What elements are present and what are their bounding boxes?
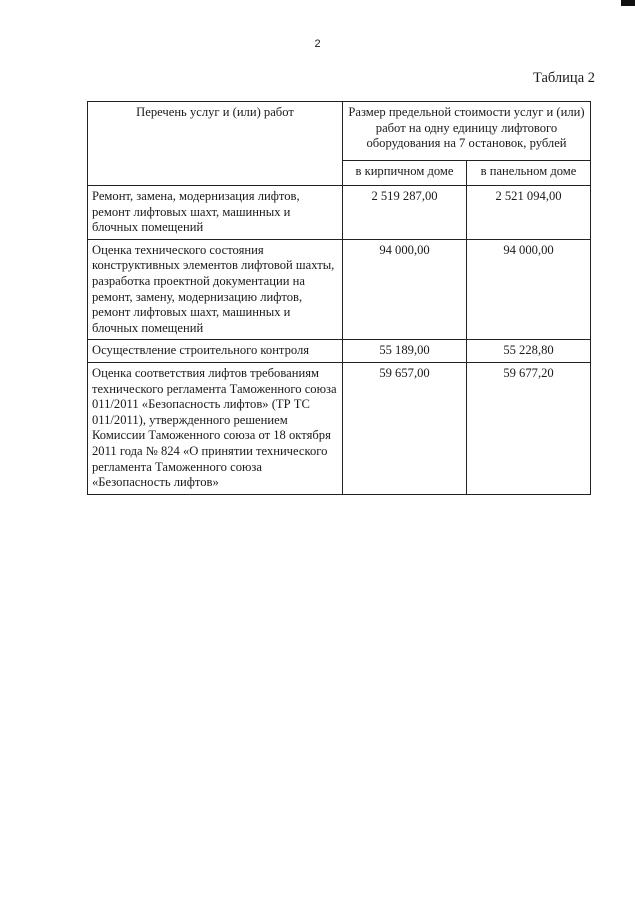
price-panel: 2 521 094,00 [467,186,591,240]
scan-corner-mark [621,0,635,6]
header-brick-house: в кирпичном доме [343,161,467,186]
table-row [88,362,591,494]
price-panel: 94 000,00 [467,239,591,340]
price-brick: 55 189,00 [343,340,467,363]
header-services: Перечень услуг и (или) работ [88,102,343,186]
price-brick: 2 519 287,00 [343,186,467,240]
table-row [88,340,591,363]
service-name: Оценка соответствия лифтов требованиям технического регламента Таможенного союза 011/2011 «Безопасность лифтов» (ТР ТС 011/2011), утвержденного решением Комиссии Таможенного союза от 18 октября 2011 года № 824 «О принятии технического регламента Таможенного союза «Безопасность лифтов» [88,362,343,494]
price-brick: 94 000,00 [343,239,467,340]
header-panel-house: в панельном доме [467,161,591,186]
table-header-row [88,102,591,161]
price-panel: 59 677,20 [467,362,591,494]
page-number: 2 [314,38,321,50]
header-cost: Размер предельной стоимости услуг и (или) работ на одну единицу лифтового оборудования на 7 остановок, рублей [343,102,591,161]
service-name: Осуществление строительного контроля [88,340,343,363]
price-panel: 55 228,80 [467,340,591,363]
service-name: Оценка технического состояния конструктивных элементов лифтовой шахты, разработка проектной документации на ремонт, замену, модернизацию лифтов, ремонт лифтовых шахт, машинных и блочных помещений [88,239,343,340]
table-row [88,239,591,340]
table-caption: Таблица 2 [532,70,595,86]
table-row [88,186,591,240]
service-name: Ремонт, замена, модернизация лифтов, ремонт лифтовых шахт, машинных и блочных помещений [88,186,343,240]
cost-limits-table [87,101,591,495]
price-brick: 59 657,00 [343,362,467,494]
